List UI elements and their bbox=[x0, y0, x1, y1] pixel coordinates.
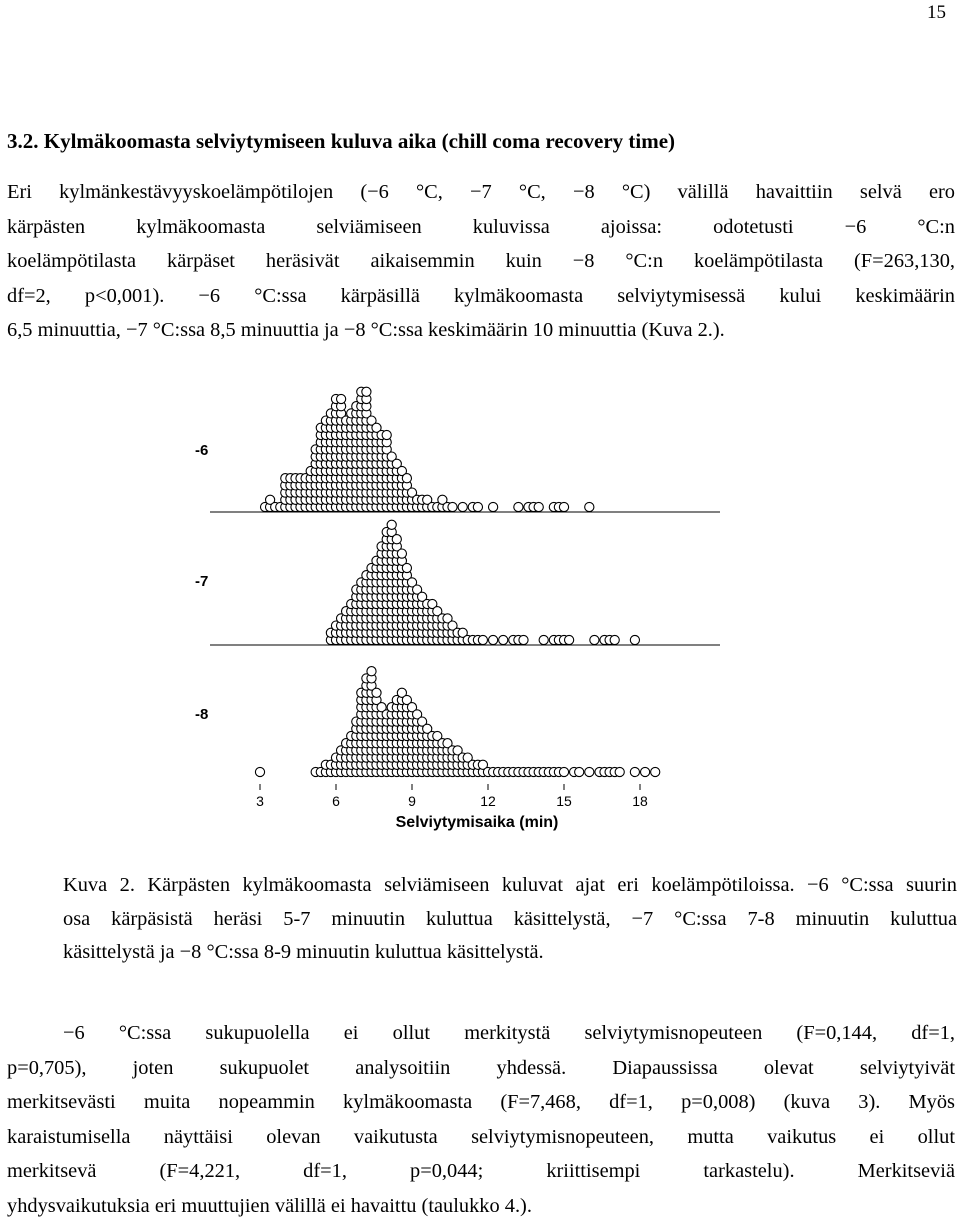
results-paragraph-1 bbox=[7, 175, 955, 348]
text-line: kärpästen kylmäkoomasta selviämiseen kuluvissa ajoissa: odotetusti −6 °C:n bbox=[7, 215, 955, 238]
data-point bbox=[559, 502, 568, 511]
text-line: 6,5 minuuttia, −7 °C:ssa 8,5 minuuttia ja −8 °C:ssa keskimäärin 10 minuuttia (Kuva 2.). bbox=[7, 319, 725, 342]
data-points bbox=[255, 387, 659, 776]
data-point bbox=[651, 767, 660, 776]
data-point bbox=[489, 635, 498, 644]
x-axis-label: Selviytymisaika (min) bbox=[395, 814, 559, 831]
figure-caption bbox=[63, 869, 957, 970]
group-label: -6 bbox=[195, 442, 209, 459]
data-point bbox=[255, 767, 264, 776]
data-point bbox=[478, 635, 487, 644]
dot-plot-chart bbox=[190, 382, 720, 837]
figure-2 bbox=[190, 382, 720, 842]
data-point bbox=[590, 635, 599, 644]
x-axis bbox=[256, 784, 648, 809]
data-point bbox=[585, 767, 594, 776]
page-number: 15 bbox=[927, 2, 946, 23]
x-tick-label: 6 bbox=[332, 793, 340, 809]
data-point bbox=[534, 502, 543, 511]
text-line: koelämpötilasta kärpäset heräsivät aikaisemmin kuin −8 °C:n koelämpötilasta (F=263,130, bbox=[7, 250, 955, 273]
text-line: yhdysvaikutuksia eri muuttujien välillä ei havaittu (taulukko 4.). bbox=[7, 1194, 532, 1217]
data-point bbox=[473, 502, 482, 511]
group-label: -7 bbox=[195, 573, 209, 590]
data-point bbox=[615, 767, 624, 776]
data-point bbox=[448, 502, 457, 511]
data-point bbox=[499, 635, 508, 644]
data-point bbox=[402, 474, 411, 483]
data-point bbox=[402, 563, 411, 572]
data-point bbox=[559, 767, 568, 776]
data-point bbox=[575, 767, 584, 776]
data-point bbox=[585, 502, 594, 511]
panel-separators bbox=[210, 512, 720, 645]
text-line: df=2, p<0,001). −6 °C:ssa kärpäsillä kylmäkoomasta selviytymisessä kului keskimäärin bbox=[7, 284, 955, 307]
data-point bbox=[362, 387, 371, 396]
x-tick-label: 9 bbox=[408, 793, 416, 809]
text-line: p=0,705), joten sukupuolet analysoitiin yhdessä. Diapaussissa olevat selviytyivät bbox=[7, 1056, 955, 1079]
text-line: Eri kylmänkestävyyskoelämpötilojen (−6 °C, −7 °C, −8 °C) välillä havaittiin selvä ero bbox=[7, 181, 955, 203]
group-labels bbox=[195, 442, 208, 723]
data-point bbox=[630, 767, 639, 776]
caption-line: käsittelystä ja −8 °C:ssa 8-9 minuutin kuluttua käsittelystä. bbox=[63, 941, 544, 963]
data-point bbox=[514, 502, 523, 511]
x-tick-label: 3 bbox=[256, 793, 264, 809]
section-heading: 3.2. Kylmäkoomasta selviytymiseen kuluva aika (chill coma recovery time) bbox=[7, 129, 676, 153]
x-tick-label: 18 bbox=[632, 793, 648, 809]
data-point bbox=[372, 688, 381, 697]
data-point bbox=[337, 394, 346, 403]
x-tick-label: 15 bbox=[556, 793, 572, 809]
data-point bbox=[382, 430, 391, 439]
text-line: karaistumisella näyttäisi olevan vaikutusta selviytymisnopeuteen, mutta vaikutus ei ollut bbox=[7, 1125, 955, 1148]
text-line: merkitsevästi muita nopeammin kylmäkoomasta (F=7,468, df=1, p=0,008) (kuva 3). Myös bbox=[7, 1091, 955, 1114]
data-point bbox=[539, 635, 548, 644]
text-line: −6 °C:ssa sukupuolella ei ollut merkitystä selviytymisnopeuteen (F=0,144, df=1, bbox=[63, 1022, 955, 1044]
results-paragraph-2 bbox=[7, 1016, 955, 1224]
data-point bbox=[489, 502, 498, 511]
data-point bbox=[387, 520, 396, 529]
text-line: merkitsevä (F=4,221, df=1, p=0,044; kriittisempi tarkastelu). Merkitseviä bbox=[7, 1160, 955, 1183]
data-point bbox=[392, 535, 401, 544]
caption-line: Kuva 2. Kärpästen kylmäkoomasta selviämiseen kuluvat ajat eri koelämpötiloissa. −6 °C:ssa suurin bbox=[63, 874, 957, 896]
data-point bbox=[630, 635, 639, 644]
group-label: -8 bbox=[195, 706, 209, 723]
data-point bbox=[519, 635, 528, 644]
data-point bbox=[641, 767, 650, 776]
x-tick-label: 12 bbox=[480, 793, 496, 809]
data-point bbox=[458, 502, 467, 511]
data-point bbox=[565, 635, 574, 644]
caption-line: osa kärpäsistä heräsi 5-7 minuutin kuluttua käsittelystä, −7 °C:ssa 7-8 minuutin kuluttua bbox=[63, 907, 957, 930]
data-point bbox=[367, 667, 376, 676]
data-point bbox=[610, 635, 619, 644]
data-point bbox=[397, 549, 406, 558]
